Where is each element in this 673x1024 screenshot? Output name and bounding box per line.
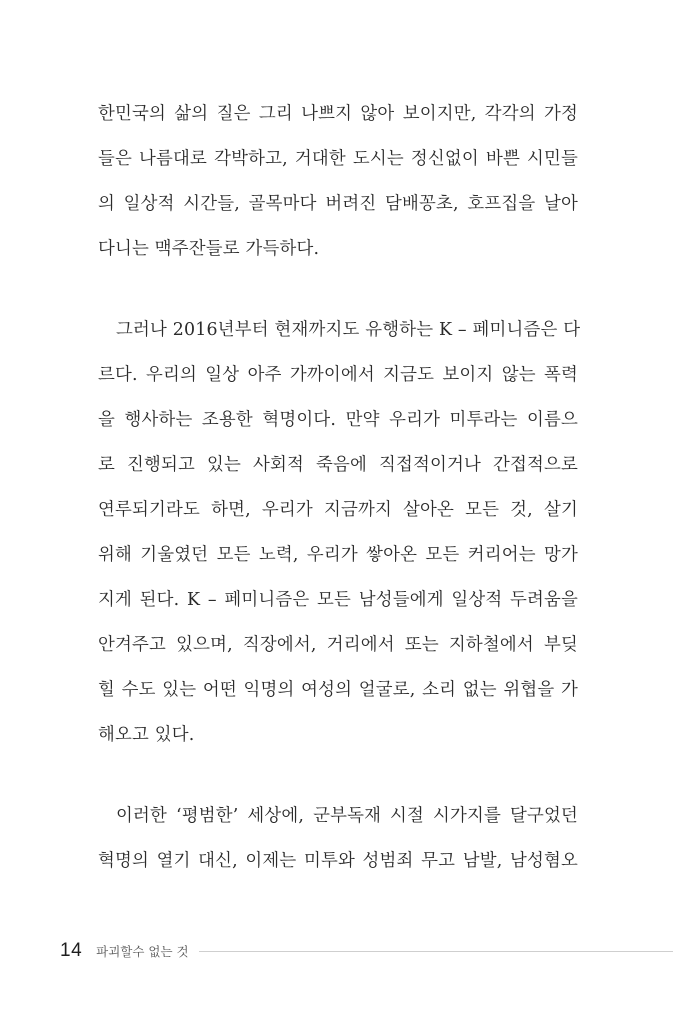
text-line: 지게 된다. K – 페미니즘은 모든 남성들에게 일상적 두려움을 [98, 590, 578, 610]
paragraph [98, 92, 578, 272]
text-line: 한민국의 삶의 질은 그리 나쁘지 않아 보이지만, 각각의 가정 [98, 104, 578, 124]
page-footer [60, 937, 673, 965]
text-line: 연루되기라도 하면, 우리가 지금까지 살아온 모든 것, 살기 [98, 500, 578, 520]
text-line: 을 행사하는 조용한 혁명이다. 만약 우리가 미투라는 이름으 [98, 410, 578, 430]
text-line: 르다. 우리의 일상 아주 가까이에서 지금도 보이지 않는 폭력 [98, 365, 578, 385]
text-line: 그러나 2016년부터 현재까지도 유행하는 K – 페미니즘은 다 [116, 320, 581, 340]
running-title: 파괴할수 없는 것 [96, 944, 189, 959]
text-line: 안겨주고 있으며, 직장에서, 거리에서 또는 지하철에서 부딪 [98, 635, 578, 655]
text-line: 이러한 ‘평범한’ 세상에, 군부독재 시절 시가지를 달구었던 [116, 806, 578, 826]
text-line: 해오고 있다. [98, 725, 195, 745]
footer-divider [199, 951, 673, 952]
paragraph-spacer [98, 758, 578, 794]
text-line: 의 일상적 시간들, 골목마다 버려진 담배꽁초, 호프집을 날아 [98, 194, 578, 214]
text-line: 다니는 맥주잔들로 가득하다. [98, 239, 320, 259]
text-line: 로 진행되고 있는 사회적 죽음에 직접적이거나 간접적으로 [98, 455, 578, 475]
text-line: 힐 수도 있는 어떤 익명의 여성의 얼굴로, 소리 없는 위협을 가 [98, 680, 578, 700]
paragraph [98, 308, 581, 758]
text-line: 들은 나름대로 각박하고, 거대한 도시는 정신없이 바쁜 시민들 [98, 149, 578, 169]
text-line: 혁명의 열기 대신, 이제는 미투와 성범죄 무고 남발, 남성혐오 [98, 851, 578, 871]
page-number: 14 [60, 940, 83, 961]
body-text [98, 92, 581, 884]
text-line: 위해 기울였던 모든 노력, 우리가 쌓아온 모든 커리어는 망가 [98, 545, 578, 565]
paragraph [98, 794, 578, 884]
paragraph-spacer [98, 272, 578, 308]
